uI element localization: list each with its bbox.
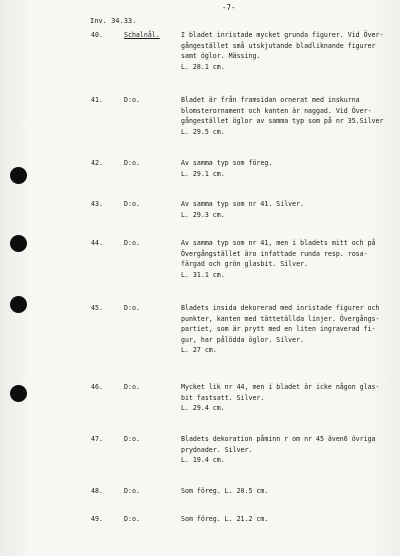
description-line: L. 29.5 cm.: [181, 127, 225, 136]
punch-hole: [10, 385, 27, 402]
description-line: färgad och grön glasbit. Silver.: [181, 260, 309, 268]
page-number: -7-: [222, 3, 236, 12]
description-line: Som föreg. L. 20.5 cm.: [181, 487, 269, 495]
description-line: Mycket lik nr 44, men i bladet är icke någon glas-: [181, 383, 380, 391]
entry-name: Schalnål.: [124, 31, 160, 39]
entry-description: [181, 238, 391, 280]
entry-description: [181, 303, 391, 356]
entry-description: [181, 158, 391, 179]
entry-number: 45.: [91, 304, 103, 312]
description-line: Av samma typ som nr 41, men i bladets mitt och på: [181, 239, 376, 247]
entry-description: [181, 30, 391, 72]
entry-number: 41.: [91, 96, 103, 104]
description-line: L. 27 cm.: [181, 346, 217, 354]
description-line: L. 28.1 cm.: [181, 62, 225, 71]
entry-number: 46.: [91, 383, 103, 391]
description-line: gångestället små utskjutande bladliknande figurer: [181, 41, 376, 50]
inventory-header: Inv. 34.33.: [90, 17, 137, 25]
entry-description: [181, 514, 391, 525]
entry-name: D:o.: [124, 200, 140, 208]
entry-number: 49.: [91, 515, 103, 523]
punch-hole: [10, 235, 27, 252]
description-line: L. 29.3 cm.: [181, 210, 225, 219]
description-line: L. 29.1 cm.: [181, 169, 225, 178]
entry-description: [181, 434, 391, 466]
entry-number: 42.: [91, 159, 103, 167]
description-line: bit fastsatt. Silver.: [181, 393, 265, 402]
description-line: gångestället öglor av samma typ som på nr 35.Silver: [181, 117, 384, 125]
entry-name: D:o.: [124, 304, 140, 312]
description-line: L. 19.4 cm.: [181, 456, 225, 464]
entry-number: 43.: [91, 200, 103, 208]
entry-number: 40.: [91, 31, 103, 39]
entry-description: [181, 486, 391, 497]
entry-number: 48.: [91, 487, 103, 495]
description-line: Bladet är från framsidan ornerat med inskurna: [181, 96, 360, 104]
description-line: prydnader. Silver.: [181, 445, 253, 454]
description-line: Bladets dekoration påminn r om nr 45 även6 övriga: [181, 435, 376, 443]
description-line: partiet, som är prytt med en liten ingraverad fi-: [181, 325, 376, 333]
entry-name: D:o.: [124, 159, 140, 167]
punch-hole: [10, 167, 27, 184]
entry-number: 47.: [91, 435, 103, 443]
description-line: Bladets insida dekorerad med inristade figurer och: [181, 304, 380, 312]
description-line: Av samma typ som föreg.: [181, 159, 273, 167]
entry-name: D:o.: [124, 239, 140, 247]
entry-name: D:o.: [124, 96, 140, 104]
entry-name: D:o.: [124, 515, 140, 523]
entry-name: D:o.: [124, 487, 140, 495]
description-line: Av samma typ som nr 41. Silver.: [181, 200, 305, 208]
entry-description: [181, 199, 391, 220]
description-line: punkter, kanten med tättetällda linjer. Övergångs-: [181, 314, 380, 323]
description-line: Övergångstället äro infattade runda resp. rosa-: [181, 249, 368, 258]
entry-description: [181, 382, 391, 414]
description-line: L. 31.1 cm.: [181, 270, 225, 279]
punch-hole: [10, 296, 27, 313]
description-line: samt öglor. Mässing.: [181, 52, 261, 60]
entry-number: 44.: [91, 239, 103, 247]
entry-name: D:o.: [124, 435, 140, 443]
description-line: Som föreg. L. 21.2 cm.: [181, 515, 269, 523]
description-line: gur, har pålödda öglor. Silver.: [181, 335, 305, 344]
entry-name: D:o.: [124, 383, 140, 391]
entry-description: [181, 95, 391, 137]
description-line: I bladet inristade mycket grunda figurer. Vid Över-: [181, 31, 384, 39]
description-line: L. 29.4 cm.: [181, 404, 225, 412]
description-line: blomsterornament och kanten är naggad. Vid Över-: [181, 106, 372, 115]
